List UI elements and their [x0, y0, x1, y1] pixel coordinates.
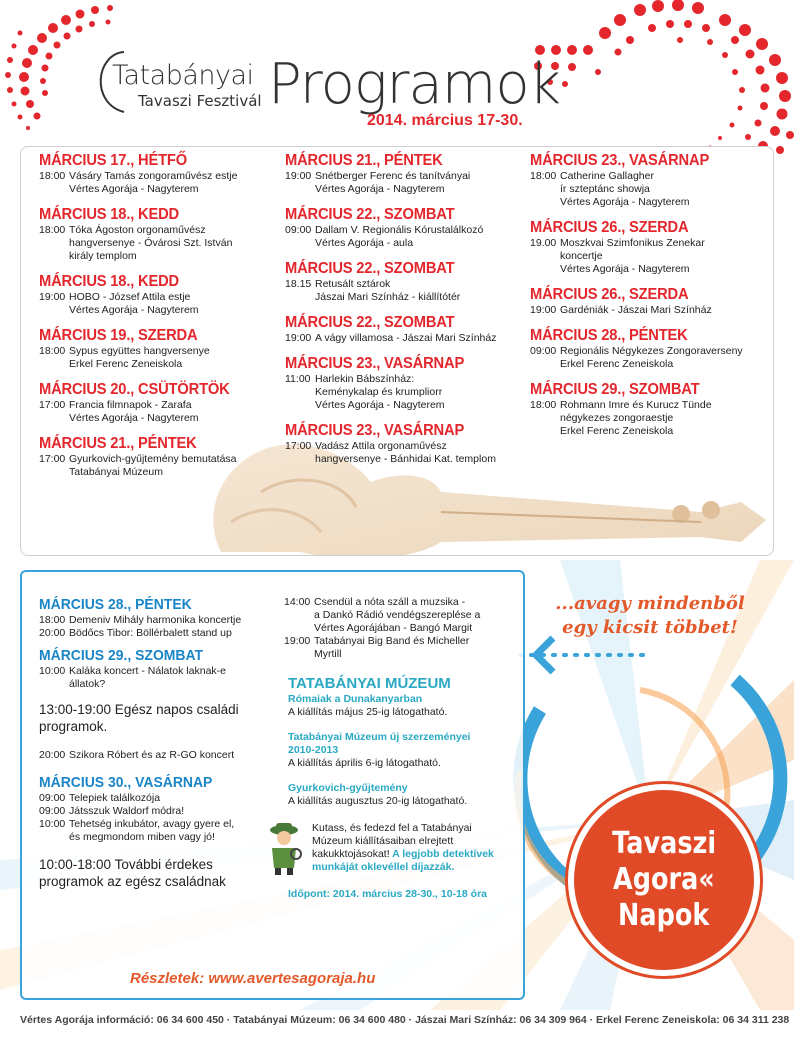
program-entry [39, 205, 246, 263]
agora-day-2: MÁRCIUS 29., SZOMBAT [39, 647, 204, 664]
program-item-cont: koncertje [560, 250, 603, 262]
program-item-cont: Vértes Agorája - Nagyterem [560, 263, 690, 275]
program-item-cont: Myrtill [314, 648, 342, 660]
program-item-cont: Vértes Agorája - Nagyterem [315, 399, 445, 411]
slogan-line2: egy kicsit többet! [562, 617, 738, 638]
agora-day-1: MÁRCIUS 28., PÉNTEK [39, 596, 192, 613]
badge-line1: Tavaszi [612, 826, 716, 861]
program-item-cont: Erkel Ferenc Zeneiskola [560, 425, 674, 437]
exhibition-title: Rómaiak a Dunakanyarban [288, 693, 423, 705]
program-item-cont: állatok? [69, 678, 106, 690]
program-item: 20:00 Bödőcs Tibor: Böllérbalett stand up [39, 627, 232, 639]
badge-line2: Agora« [613, 862, 715, 897]
program-item: 14:00 Csendül a nóta száll a muzsika - [284, 596, 466, 608]
program-item: 19:00 Snétberger Ferenc és tanítványai [285, 170, 471, 182]
program-entry [530, 326, 743, 371]
details-link[interactable]: Részletek: www.avertesagoraja.hu [130, 970, 376, 987]
program-item: 17:00 Francia filmnapok - Zarafa [39, 399, 192, 411]
column-1 [39, 151, 246, 488]
program-item: 09:00 Telepiek találkozója [39, 792, 161, 804]
program-entry [39, 151, 246, 196]
program-item-cont: Vértes Agorájában - Bangó Margit [314, 622, 473, 634]
program-item-cont: Vértes Agorája - Nagyterem [560, 196, 690, 208]
program-item: 17:00 Vadász Attila orgonaművész [285, 440, 447, 452]
program-item: 18:00 Demeniv Mihály harmonika koncertje [39, 614, 242, 626]
program-item-cont: Vértes Agorája - Nagyterem [69, 183, 199, 195]
program-item-cont: ír szteptánc showja [560, 183, 650, 195]
program-item-cont: hangversenye - Óvárosi Szt. István [69, 237, 233, 249]
program-item-cont: király templom [69, 250, 137, 262]
program-item-cont: Erkel Ferenc Zeneiskola [69, 358, 183, 370]
program-item-cont: Tatabányai Múzeum [69, 466, 163, 478]
family-programs: 13:00-19:00 Egész napos családi programok. [39, 702, 239, 734]
program-item: 09:00 Játsszuk Waldorf módra! [39, 805, 185, 817]
contact-footer: Vértes Agorája információ: 06 34 600 450 · Tatabányai Múzeum: 06 34 600 480 · Jászai Mari Színház: 06 34 309 964 · Erkel Ferenc Zeneiskola: 06 34 311 238 [20, 1014, 790, 1026]
program-item-cont: Erkel Ferenc Zeneiskola [560, 358, 674, 370]
program-day: MÁRCIUS 23., VASÁRNAP [285, 422, 465, 439]
program-entry [39, 272, 246, 317]
detective-icon [264, 820, 304, 876]
program-day: MÁRCIUS 18., KEDD [39, 273, 180, 290]
hunt-text: munkáját oklevéllel díjazzák. [312, 861, 455, 873]
program-item: 19:00 Tatabányai Big Band és Micheller [284, 635, 470, 647]
program-item-cont: és megmondom miben vagy jó! [69, 831, 215, 843]
program-item: 11:00 Harlekin Bábszínház: [285, 373, 415, 385]
program-item-cont: Jászai Mari Színház - kiállítótér [315, 291, 461, 303]
agora-left-column [39, 596, 289, 890]
program-entry [285, 259, 496, 304]
exhibition-title: 2010-2013 [288, 744, 339, 756]
program-day: MÁRCIUS 26., SZERDA [530, 219, 689, 236]
program-item: 18.15 Retusált sztárok [285, 278, 391, 290]
exhibition-title: Gyurkovich-gyűjtemény [288, 782, 408, 794]
program-day: MÁRCIUS 18., KEDD [39, 206, 180, 223]
program-item-cont: négykezes zongoraestje [560, 412, 674, 424]
program-item: 19.00 Moszkvai Szimfonikus Zenekar [530, 237, 705, 249]
exhibition-text: A kiállítás augusztus 20-ig látogatható. [288, 795, 468, 807]
exhibition-title: Tatabányai Múzeum új szerzeményei [288, 731, 471, 743]
agora-days-badge [568, 784, 760, 976]
page-title: Programok [268, 52, 561, 117]
program-day: MÁRCIUS 22., SZOMBAT [285, 260, 455, 277]
program-item-cont: Vértes Agorája - Nagyterem [315, 183, 445, 195]
program-day: MÁRCIUS 17., HÉTFŐ [39, 152, 188, 169]
column-3 [530, 151, 743, 447]
brand-line1: Tatabányai [112, 60, 254, 91]
program-item: 10:00 Kaláka koncert - Nálatok laknak-e [39, 665, 226, 677]
hunt-text: kakukktojásokat! A legjobb detektívek [312, 848, 494, 860]
program-entry [530, 218, 743, 276]
agora-day-3: MÁRCIUS 30., VASÁRNAP [39, 774, 213, 791]
program-day: MÁRCIUS 29., SZOMBAT [530, 381, 700, 398]
treasure-hunt [284, 822, 516, 874]
program-day: MÁRCIUS 28., PÉNTEK [530, 327, 688, 344]
festival-date: 2014. március 17-30. [367, 112, 523, 129]
program-day: MÁRCIUS 22., SZOMBAT [285, 314, 455, 331]
program-entry [530, 285, 743, 317]
program-box [20, 146, 774, 556]
program-item: 19:00 Gardéniák - Jászai Mari Színház [530, 304, 712, 316]
slogan [530, 592, 770, 640]
program-entry [39, 434, 246, 479]
agora-right-column [284, 596, 516, 901]
slogan-line1: ...avagy mindenből [555, 593, 745, 614]
hunt-text: Kutass, és fedezd fel a Tatabányai [312, 822, 472, 834]
program-item: 09:00 Dallam V. Regionális Kórustalálkozó [285, 224, 484, 236]
event-period: Időpont: 2014. március 28-30., 10-18 óra [288, 888, 487, 900]
program-entry [39, 380, 246, 425]
column-2 [285, 151, 496, 475]
agora-days-box [20, 570, 525, 1000]
exhibition-text: A kiállítás április 6-ig látogatható. [288, 757, 441, 769]
program-item: 20:00 Szikora Róbert és az R-GO koncert [39, 749, 235, 761]
brand-line2: Tavaszi Fesztivál [138, 92, 262, 110]
program-day: MÁRCIUS 21., PÉNTEK [285, 152, 443, 169]
program-item: 18:00 Vásáry Tamás zongoraművész estje [39, 170, 238, 182]
program-entry [530, 380, 743, 438]
program-entry [285, 354, 496, 412]
program-item: 19:00 HOBO - József Attila estje [39, 291, 191, 303]
program-entry [39, 326, 246, 371]
program-item: 18:00 Sypus együttes hangversenye [39, 345, 210, 357]
program-item: 09:00 Regionális Négykezes Zongoraverseny [530, 345, 743, 357]
program-day: MÁRCIUS 19., SZERDA [39, 327, 198, 344]
program-day: MÁRCIUS 23., VASÁRNAP [530, 152, 710, 169]
program-item: 10:00 Tehetség inkubátor, avagy gyere el, [39, 818, 235, 830]
program-item-cont: Vértes Agorája - Nagyterem [69, 412, 199, 424]
program-item-cont: hangversenye - Bánhidai Kat. templom [315, 453, 496, 465]
program-day: MÁRCIUS 21., PÉNTEK [39, 435, 197, 452]
program-entry [285, 421, 496, 466]
program-item-cont: a Dankó Rádió vendégszereplése a [314, 609, 481, 621]
program-entry [285, 151, 496, 196]
program-item: 18:00 Tóka Ágoston orgonaművész [39, 224, 206, 236]
program-entry [530, 151, 743, 209]
program-item: 18:00 Catherine Gallagher [530, 170, 654, 182]
program-item: 19:00 A vágy villamosa - Jászai Mari Színház [285, 332, 497, 344]
program-day: MÁRCIUS 23., VASÁRNAP [285, 355, 465, 372]
program-entry [285, 205, 496, 250]
program-item-cont: Keménykalap és krumpliorr [315, 386, 443, 398]
exhibition-text: A kiállítás május 25-ig látogatható. [288, 706, 448, 718]
program-item-cont: Vértes Agorája - aula [315, 237, 414, 249]
program-item: 18:00 Rohmann Imre és Kurucz Tünde [530, 399, 712, 411]
further-programs: 10:00-18:00 További érdekes programok az egész családnak [39, 857, 226, 889]
program-item: 17:00 Gyurkovich-gyűjtemény bemutatása [39, 453, 237, 465]
program-day: MÁRCIUS 26., SZERDA [530, 286, 689, 303]
program-day: MÁRCIUS 20., CSÜTÖRTÖK [39, 381, 230, 398]
program-day: MÁRCIUS 22., SZOMBAT [285, 206, 455, 223]
hunt-text: Múzeum kiállításaiban elrejtett [312, 835, 454, 847]
program-entry [285, 313, 496, 345]
museum-title: TATABÁNYAI MÚZEUM [288, 675, 451, 692]
badge-line3: Napok [618, 898, 710, 933]
program-item-cont: Vértes Agorája - Nagyterem [69, 304, 199, 316]
